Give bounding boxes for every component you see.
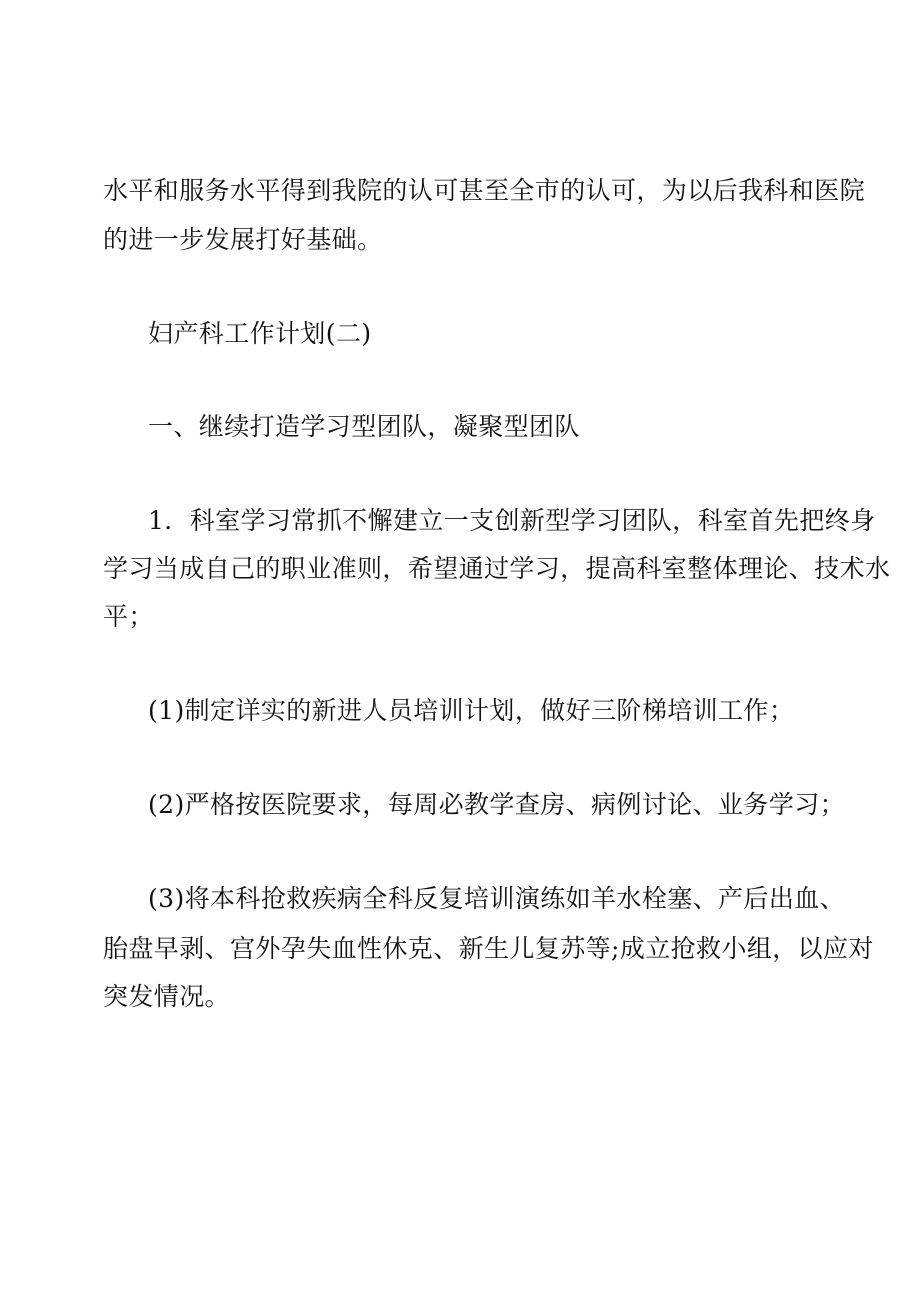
section-title: 妇产科工作计划(二) — [148, 319, 372, 348]
paragraph-continuation-line-1: 水平和服务水平得到我院的认可甚至全市的认可，为以后我科和医院 — [103, 176, 866, 205]
subitem-3-line-2: 胎盘早剥、宫外孕失血性休克、新生儿复苏等;成立抢救小组，以应对 — [103, 934, 874, 963]
item-1-line-2: 学习当成自己的职业准则，希望通过学习，提高科室整体理论、技术水 — [103, 554, 891, 583]
subitem-3-line-3: 突发情况。 — [103, 982, 231, 1011]
heading-1: 一、继续打造学习型团队，凝聚型团队 — [148, 412, 580, 441]
subitem-3-line-1: (3)将本科抢救疾病全科反复培训演练如羊水栓塞、产后出血、 — [148, 884, 846, 913]
subitem-1: (1)制定详实的新进人员培训计划，做好三阶梯培训工作； — [148, 696, 795, 725]
item-1-line-3: 平； — [103, 602, 154, 631]
subitem-2: (2)严格按医院要求，每周必教学查房、病例讨论、业务学习； — [148, 790, 846, 819]
item-1-line-1: 1．科室学习常抓不懈建立一支创新型学习团队，科室首先把终身 — [148, 506, 876, 535]
paragraph-continuation-line-2: 的进一步发展打好基础。 — [103, 225, 383, 254]
